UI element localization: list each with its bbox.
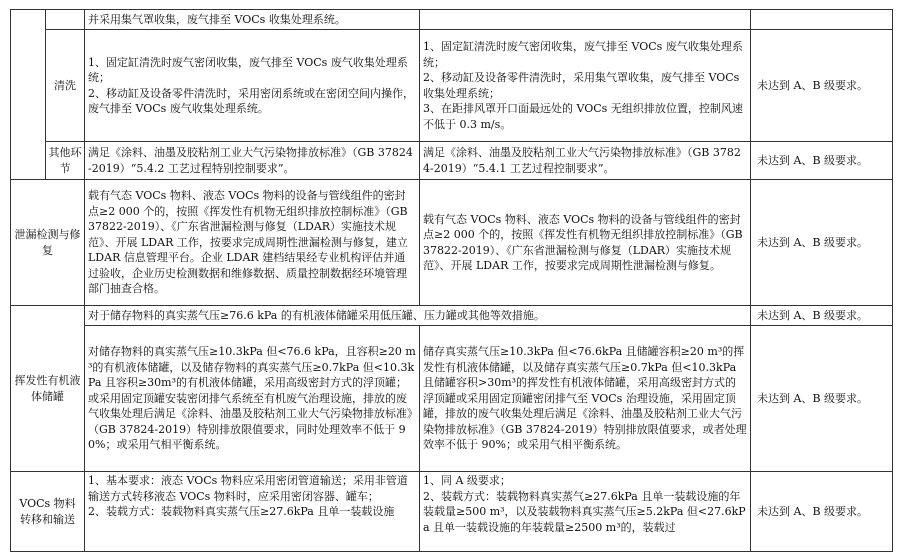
- row-qingxi-a: [85, 30, 420, 142]
- row-qingxi-label: 清洗: [46, 30, 85, 142]
- row-qingxi-b-text: 1、固定缸清洗时废气密闭收集，废气排至 VOCs 废气收集处理系统； 2、移动缸及设备零件清洗时，采用集气罩收集，废气排至 VOCs 收集处理系统； 3、在距排风罩开口面最远处的 VOCs 无组织排放位置，控制风速不低于 0.3 m/s。: [423, 40, 743, 131]
- row-top-b: [420, 10, 751, 30]
- row-transfer-b: [420, 472, 751, 552]
- standards-comparison-table: [10, 9, 893, 552]
- row-other-label: 其他环节: [46, 142, 85, 180]
- row-transfer-result: 未达到 A、B 级要求。: [751, 472, 893, 552]
- row-storage-result: 未达到 A、B 级要求。: [751, 326, 893, 472]
- row-qingxi-a-text: 1、固定缸清洗时废气密闭收集，废气排至 VOCs 废气收集处理系统； 2、移动缸及设备零件清洗时，采用密闭系统或在密闭空间内操作，废气排至 VOCs 废气收集处理系统。: [88, 55, 414, 115]
- row-top-result: [751, 10, 893, 30]
- row-transfer-a: [85, 472, 420, 552]
- sub-cell-empty: [46, 10, 85, 30]
- row-qingxi-b: [420, 30, 751, 142]
- row-top-a: 并采用集气罩收集，废气排至 VOCs 收集处理系统。: [85, 10, 420, 30]
- row-transfer-a-text: 1、基本要求：液态 VOCs 物料应采用密闭管道输送；采用非管道输送方式转移液态 VOCs 物料时，应采用密闭容器、罐车； 2、装载方式：装载物料真实蒸气压≥27.6kPa 且单一装载设施: [88, 474, 408, 518]
- row-other-result: 未达到 A、B 级要求。: [751, 142, 893, 180]
- row-transfer-b-text: 1、同 A 级要求； 2、装载方式：装载物料真实蒸气≥27.6kPa 且单一装载设施的年装载量≥500 m³，以及装载物料真实蒸气压≥5.2kPa 但<27.6kPa 且单一装载设施的年装载量≥2500 m³的，装载过: [423, 474, 746, 534]
- row-storage-b: 储存真实蒸气压≥10.3kPa 但<76.6kPa 且储罐容积≥20 m³的挥发性有机液体储罐，以及储存真实蒸气压≥0.7kPa 但<10.3kPa 且储罐容积>30m³的挥发性有机液体储罐，采用高级密封方式的浮顶罐或采用固定顶罐密闭排气至 VOCs 治理设施，采用固定顶罐，排放的废气收集处理后满足《涂料、油墨及胶粘剂工业大气污染物排放标准》（GB 37824-2019）特别排放限值要求，或者处理效率不低于 90%；或采用气相平衡系统。: [420, 326, 751, 472]
- row-qingxi-result: 未达到 A、B 级要求。: [751, 30, 893, 142]
- row-ldar-b: 载有气态 VOCs 物料、液态 VOCs 物料的设备与管线组件的密封点≥2 000 个的，按照《挥发性有机物无组织排放控制标准》（GB 37822-2019）、《广东省泄漏检测与修复（LDAR）实施技术规范》、开展 LDAR 工作，按要求完成周期性泄漏检测与修复。: [420, 180, 751, 306]
- row-ldar-label: 泄漏检测与修复: [11, 180, 85, 306]
- row-storage-merged: 对于储存物料的真实蒸气压≥76.6 kPa 的有机液体储罐采用低压罐、压力罐或其他等效措施。: [85, 306, 751, 326]
- row-storage-merged-result: 未达到 A、B 级要求。: [751, 306, 893, 326]
- row-ldar-result: 未达到 A、B 级要求。: [751, 180, 893, 306]
- group-cell-workshop: [11, 10, 46, 180]
- row-storage-a: 对储存物料的真实蒸气压≥10.3kPa 但<76.6 kPa，且容积≥20 m³的有机液体储罐，以及储存物料的真实蒸气压≥0.7kPa 但<10.3kPa 且容积≥30m³的有机液体储罐，采用高级密封方式的浮顶罐；或采用固定顶罐安装密闭排气系统至有机废气治理设施，排放的废气收集处理后满足《涂料、油墨及胶粘剂工业大气污染物排放标准》（GB 37824-2019）特别排放限值要求，同时处理效率不低于 90%；或采用气相平衡系统。: [85, 326, 420, 472]
- row-other-a: 满足《涂料、油墨及胶粘剂工业大气污染物排放标准》（GB 37824-2019）“5.4.2 工艺过程特别控制要求”。: [85, 142, 420, 180]
- row-transfer-label: VOCs 物料转移和输送: [11, 472, 85, 552]
- row-storage-label: 挥发性有机液体储罐: [11, 306, 85, 472]
- row-ldar-a: 载有气态 VOCs 物料、液态 VOCs 物料的设备与管线组件的密封点≥2 000 个的，按照《挥发性有机物无组织排放控制标准》（GB 37822-2019）、《广东省泄漏检测与修复（LDAR）实施技术规范》、开展 LDAR 工作，按要求完成周期性泄漏检测与修复，建立 LDAR 信息管理平台。企业 LDAR 建档结果经专业机构评估并通过验收，企业历史检测数据和维修数据、质量控制数据经环境管理部门抽查合格。: [85, 180, 420, 306]
- row-other-b: 满足《涂料、油墨及胶粘剂工业大气污染物排放标准》（GB 37824-2019）“5.4.1 工艺过程控制要求”。: [420, 142, 751, 180]
